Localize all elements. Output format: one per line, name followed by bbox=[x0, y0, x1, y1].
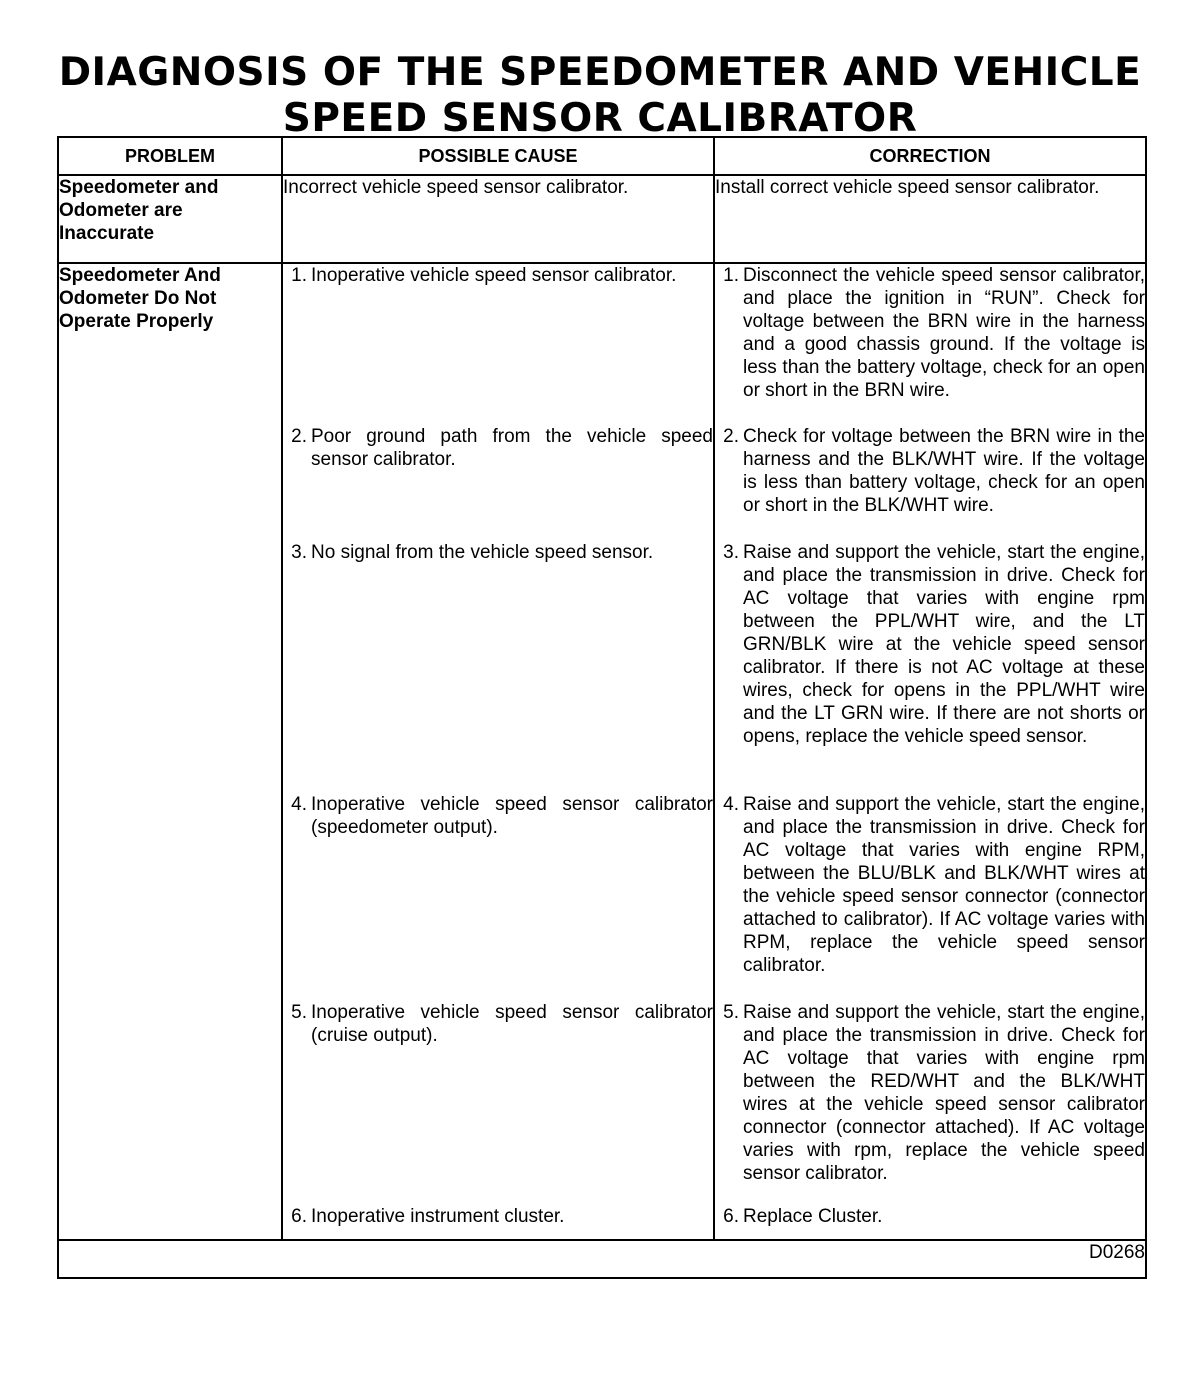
header-cause: POSSIBLE CAUSE bbox=[282, 137, 714, 175]
correction-number: 2. bbox=[723, 426, 739, 447]
correction-number: 1. bbox=[723, 265, 739, 286]
cause-cell: Incorrect vehicle speed sensor calibrator. bbox=[282, 175, 714, 263]
correction-text: Disconnect the vehicle speed sensor calibrator, and place the ignition in “RUN”. Check for voltage between the BRN wire in the harness and a good chassis ground. If the voltage is less than the battery voltage, check for an open or short in the BRN wire. bbox=[743, 265, 1145, 401]
header-correction: CORRECTION bbox=[714, 137, 1146, 175]
diagnosis-table bbox=[57, 136, 1147, 1279]
cause-text: No signal from the vehicle speed sensor. bbox=[311, 542, 654, 563]
cause-number: 1. bbox=[291, 265, 307, 286]
title-line-2: SPEED SENSOR CALIBRATOR bbox=[282, 96, 918, 141]
correction-text: Raise and support the vehicle, start the engine, and place the transmission in drive. Check for AC voltage that varies with engine rpm between the RED/WHT and the BLK/WHT wires at the vehicle speed sensor calibrator connector (connector attached). If AC voltage varies with rpm, replace the vehicle speed sensor calibrator. bbox=[743, 1002, 1145, 1184]
cause-list bbox=[283, 264, 713, 1228]
title-line-1: DIAGNOSIS OF THE SPEEDOMETER AND VEHICLE bbox=[58, 50, 1142, 95]
correction-number: 5. bbox=[723, 1002, 739, 1023]
correction-number: 6. bbox=[723, 1206, 739, 1227]
figure-code: D0268 bbox=[58, 1240, 1146, 1278]
cause-text: Inoperative vehicle speed sensor calibrator. bbox=[311, 265, 677, 286]
correction-item-5 bbox=[715, 1001, 1145, 1205]
correction-item-3 bbox=[715, 541, 1145, 793]
correction-text: Raise and support the vehicle, start the engine, and place the transmission in drive. Check for AC voltage that varies with engine rpm between the PPL/WHT wire, and the LT GRN/BLK wire at the vehicle speed sensor calibrator. If there is not AC voltage at these wires, check for opens in the PPL/WHT wire and the LT GRN wire. If there are not shorts or opens, replace the vehicle speed sensor. bbox=[743, 542, 1145, 747]
page-title bbox=[0, 50, 1200, 142]
header-problem: PROBLEM bbox=[58, 137, 282, 175]
correction-item-2 bbox=[715, 425, 1145, 541]
cause-item-2 bbox=[283, 425, 713, 541]
cause-text: Inoperative vehicle speed sensor calibrator (speedometer output). bbox=[311, 794, 713, 838]
problem-cell: Speedometer And Odometer Do Not Operate Properly bbox=[58, 263, 282, 1240]
cause-cell bbox=[282, 263, 714, 1240]
correction-number: 4. bbox=[723, 794, 739, 815]
cause-item-4 bbox=[283, 793, 713, 1001]
header-row bbox=[58, 137, 1146, 175]
cause-number: 2. bbox=[291, 426, 307, 447]
cause-number: 6. bbox=[291, 1206, 307, 1227]
correction-text: Replace Cluster. bbox=[743, 1206, 883, 1227]
correction-item-4 bbox=[715, 793, 1145, 1001]
correction-text: Raise and support the vehicle, start the engine, and place the transmission in drive. Check for AC voltage that varies with engine RPM, between the BLU/BLK and BLK/WHT wires at the vehicle speed sensor connector (connector attached to calibrator). If AC voltage varies with RPM, replace the vehicle speed sensor calibrator. bbox=[743, 794, 1145, 976]
cause-text: Inoperative instrument cluster. bbox=[311, 1206, 565, 1227]
cause-text: Poor ground path from the vehicle speed sensor calibrator. bbox=[311, 426, 713, 470]
cause-number: 5. bbox=[291, 1002, 307, 1023]
table-row bbox=[58, 175, 1146, 263]
correction-item-1 bbox=[715, 264, 1145, 425]
cause-number: 4. bbox=[291, 794, 307, 815]
table-row bbox=[58, 263, 1146, 1240]
correction-text: Check for voltage between the BRN wire in the harness and the BLK/WHT wire. If the voltage is less than battery voltage, check for an open or short in the BLK/WHT wire. bbox=[743, 426, 1145, 516]
cause-text: Inoperative vehicle speed sensor calibrator (cruise output). bbox=[311, 1002, 713, 1046]
correction-item-6 bbox=[715, 1205, 1145, 1228]
correction-cell bbox=[714, 263, 1146, 1240]
problem-cell: Speedometer and Odometer are Inaccurate bbox=[58, 175, 282, 263]
cause-item-6 bbox=[283, 1205, 713, 1228]
correction-list bbox=[715, 264, 1145, 1228]
correction-number: 3. bbox=[723, 542, 739, 563]
cause-item-3 bbox=[283, 541, 713, 793]
cause-number: 3. bbox=[291, 542, 307, 563]
cause-item-1 bbox=[283, 264, 713, 425]
footer-row bbox=[58, 1240, 1146, 1278]
cause-item-5 bbox=[283, 1001, 713, 1205]
correction-cell: Install correct vehicle speed sensor calibrator. bbox=[714, 175, 1146, 263]
